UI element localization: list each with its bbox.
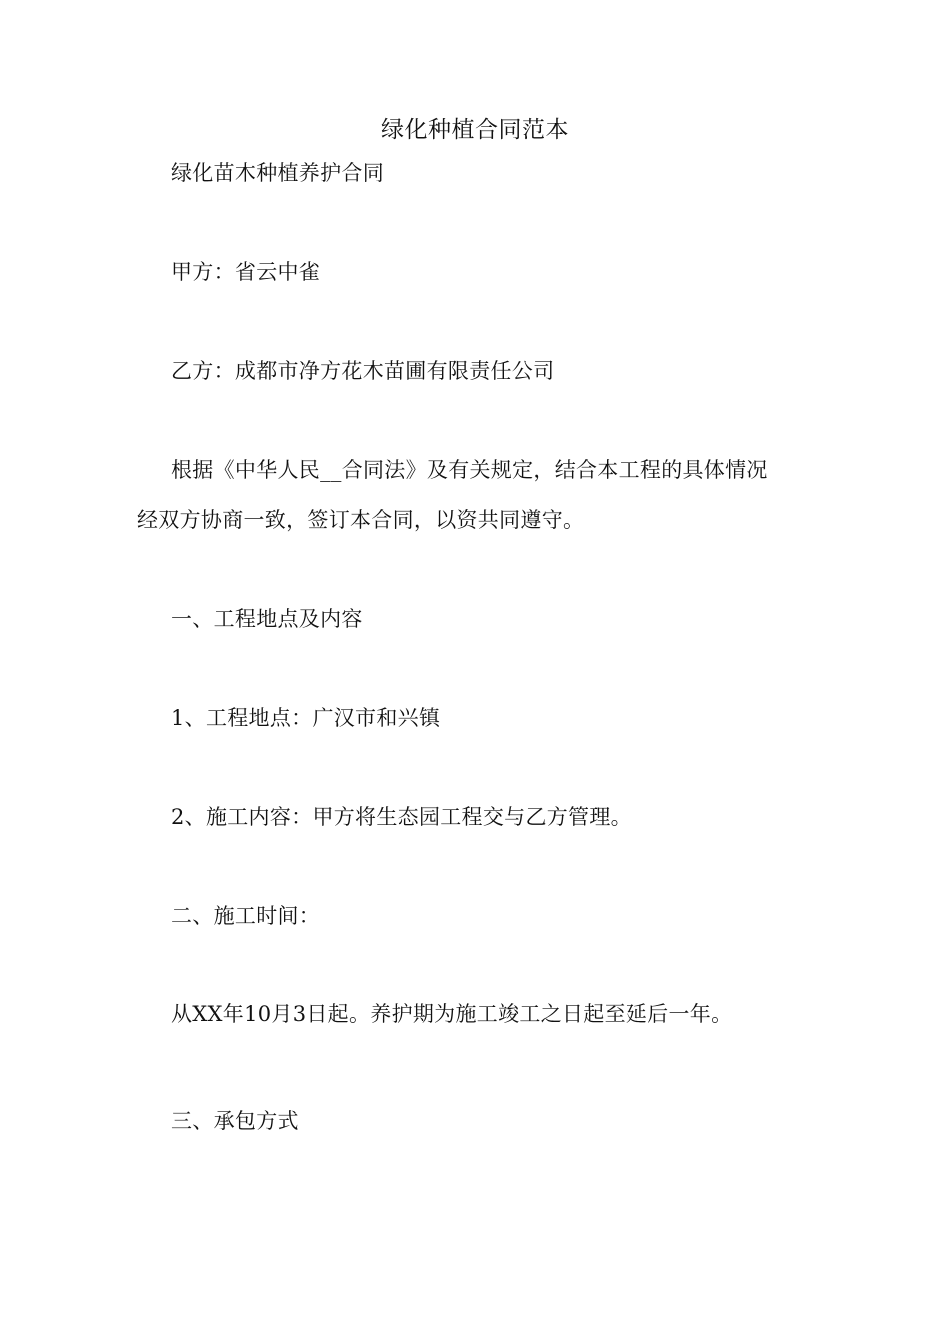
section-1-item-2: 2、施工内容：甲方将生态园工程交与乙方管理。 bbox=[171, 805, 632, 829]
document-subtitle: 绿化苗木种植养护合同 bbox=[171, 161, 384, 185]
document-title: 绿化种植合同范本 bbox=[381, 117, 569, 143]
preamble-line-1: 根据《中华人民__合同法》及有关规定，结合本工程的具体情况 bbox=[171, 458, 768, 482]
section-1-item-1: 1、工程地点：广汉市和兴镇 bbox=[171, 706, 441, 730]
section-2-text: 从XX年10月3日起。养护期为施工竣工之日起至延后一年。 bbox=[171, 1002, 733, 1026]
party-b-line: 乙方：成都市净方花木苗圃有限责任公司 bbox=[171, 359, 555, 383]
section-1-heading: 一、工程地点及内容 bbox=[171, 607, 363, 631]
section-3-heading: 三、承包方式 bbox=[171, 1109, 299, 1133]
preamble-line-2: 经双方协商一致，签订本合同，以资共同遵守。 bbox=[137, 508, 585, 532]
section-2-heading: 二、施工时间： bbox=[171, 904, 321, 928]
party-a-line: 甲方：省云中雀 bbox=[171, 260, 321, 284]
